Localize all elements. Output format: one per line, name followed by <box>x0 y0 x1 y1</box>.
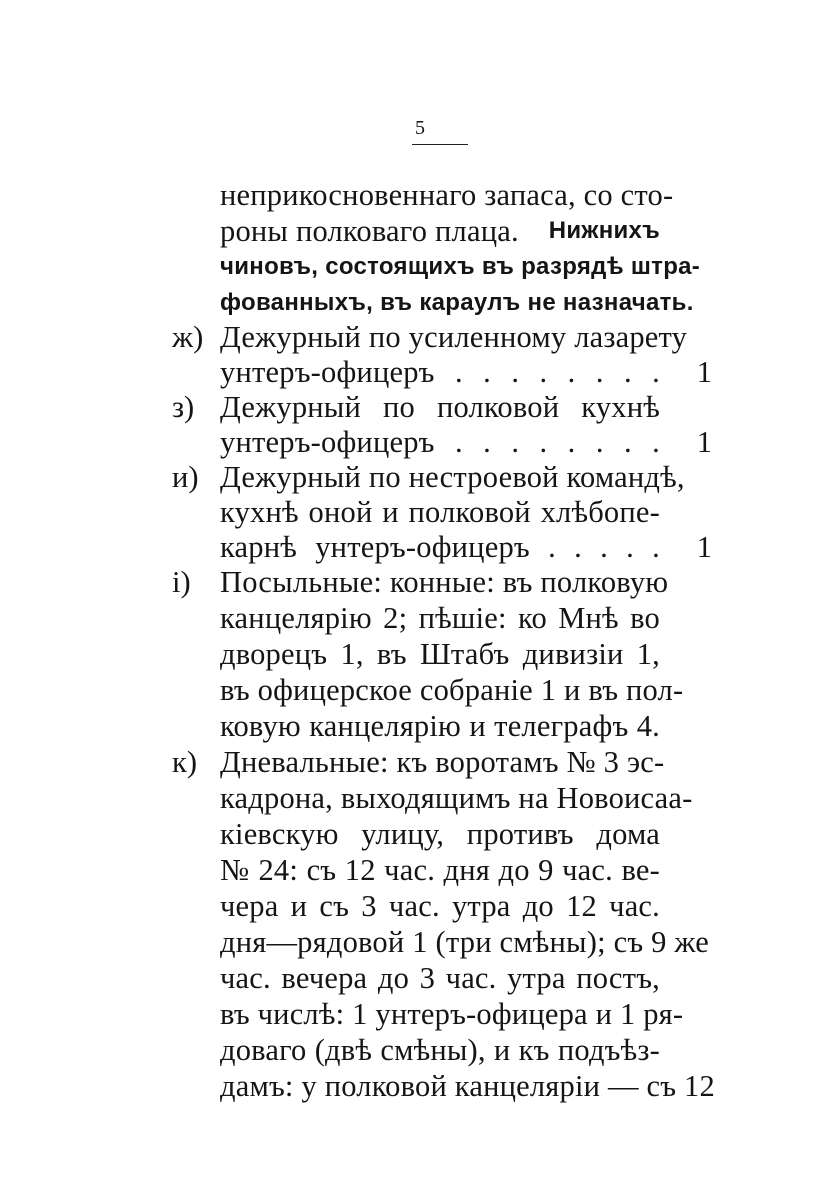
bold-text-line: фованныхъ, въ караулъ не назначать. <box>220 289 694 316</box>
text-line: доваго (двѣ смѣны), и къ подъѣз- <box>220 1033 660 1067</box>
text-line: Дежурный по нестроевой командѣ, <box>220 460 685 494</box>
bold-text-part: Нижнихъ <box>548 217 660 244</box>
text-line: карнѣ унтеръ-офицеръ . . . . . <box>220 530 660 564</box>
page-number: 5 <box>415 117 425 139</box>
item-marker: ж) <box>172 320 204 354</box>
item-marker: з) <box>172 390 195 424</box>
text-line: въ офицерское собраніе 1 и въ пол- <box>220 673 684 707</box>
text-line: дня—рядовой 1 (три смѣны); съ 9 же <box>220 925 710 959</box>
text-line: неприкосновеннаго запаса, со сто- <box>220 178 674 212</box>
header-rule <box>412 144 468 145</box>
text-line: унтеръ-офицеръ . . . . . . . . <box>220 425 660 459</box>
text-line-part: роны полковаго плаца. <box>220 214 519 248</box>
bold-text-line: чиновъ, состоящихъ въ разрядѣ штра- <box>220 253 701 280</box>
text-line: Дежурный по усиленному лазарету <box>220 320 688 354</box>
text-line: въ числѣ: 1 унтеръ-офицера и 1 ря- <box>220 997 684 1031</box>
text-line: кадрона, выходящимъ на Новоисаа- <box>220 781 693 815</box>
text-line: канцелярію 2; пѣшіе: ко Мнѣ во <box>220 601 660 635</box>
text-line: унтеръ-офицеръ . . . . . . . . <box>220 355 660 389</box>
text-line: ковую канцелярію и телеграфъ 4. <box>220 709 660 743</box>
text-line: кухнѣ оной и полковой хлѣбопе- <box>220 495 660 529</box>
text-line: Дневальные: къ воротамъ № 3 эс- <box>220 745 665 779</box>
text-line <box>220 213 660 249</box>
item-count: 1 <box>696 530 712 564</box>
item-marker: и) <box>172 460 199 494</box>
text-line: дворецъ 1, въ Штабъ дивизіи 1, <box>220 637 660 671</box>
text-line: № 24: съ 12 час. дня до 9 час. ве- <box>220 853 660 887</box>
text-line: чера и съ 3 час. утра до 12 час. <box>220 889 660 923</box>
item-count: 1 <box>696 425 712 459</box>
text-line: Дежурный по полковой кухнѣ <box>220 390 660 424</box>
item-marker: к) <box>172 745 197 779</box>
text-line: час. вечера до 3 час. утра постъ, <box>220 961 660 995</box>
text-line: Посыльные: конные: въ полковую <box>220 565 669 599</box>
item-marker: і) <box>172 565 191 599</box>
text-line: кіевскую улицу, противъ дома <box>220 817 660 851</box>
text-line: дамъ: у полковой канцеляріи — съ 12 <box>220 1069 715 1103</box>
item-count: 1 <box>696 355 712 389</box>
